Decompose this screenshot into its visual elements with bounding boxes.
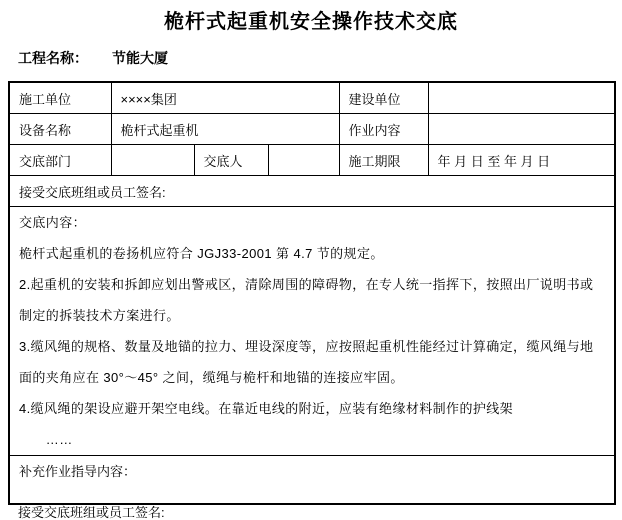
project-name-label: 工程名称： bbox=[18, 50, 88, 66]
clipped-next-row-label: 接受交底班组或员工签名: bbox=[18, 505, 165, 520]
disclosure-department-value bbox=[111, 145, 194, 176]
content-line: 桅杆式起重机的卷扬机应符合 JGJ33-2001 第 4.7 节的规定。 bbox=[19, 246, 384, 261]
supplement-row-label: 补充作业指导内容： bbox=[9, 456, 615, 505]
table-row bbox=[9, 176, 615, 207]
construction-unit-label: 施工单位 bbox=[9, 82, 111, 114]
table-row bbox=[9, 456, 615, 505]
equipment-name-label: 设备名称 bbox=[9, 114, 111, 145]
content-line: 制定的拆装技术方案进行。 bbox=[19, 308, 180, 323]
content-line: 2.起重机的安装和拆卸应划出警戒区，清除周围的障碍物，在专人统一指挥下，按照出厂说明书或 bbox=[19, 277, 594, 292]
table-row bbox=[9, 114, 615, 145]
discloser-value bbox=[268, 145, 339, 176]
content-line: 4.缆风绳的架设应避开架空电线。在靠近电线的附近，应装有绝缘材料制作的护线架 bbox=[19, 401, 514, 416]
disclosure-content-cell bbox=[9, 207, 615, 456]
construction-period-label: 施工期限 bbox=[339, 145, 428, 176]
table-row bbox=[9, 145, 615, 176]
work-content-label: 作业内容 bbox=[339, 114, 428, 145]
table-row bbox=[9, 82, 615, 114]
document-page bbox=[0, 5, 622, 520]
disclosure-department-label: 交底部门 bbox=[9, 145, 111, 176]
equipment-name-value: 桅杆式起重机 bbox=[111, 114, 339, 145]
content-line: …… bbox=[19, 432, 73, 447]
project-name-value: 节能大厦 bbox=[112, 50, 168, 66]
owner-unit-label: 建设单位 bbox=[339, 82, 428, 114]
discloser-label: 交底人 bbox=[194, 145, 268, 176]
construction-period-value: 年 月 日 至 年 月 日 bbox=[428, 145, 615, 176]
table-row bbox=[9, 207, 615, 456]
content-line: 面的夹角应在 30°～45° 之间，缆绳与桅杆和地锚的连接应牢固。 bbox=[19, 370, 404, 385]
content-line: 3.缆风绳的规格、数量及地锚的拉力、埋设深度等，应按照起重机性能经过计算确定，缆风绳与地 bbox=[19, 339, 594, 354]
document-title: 桅杆式起重机安全操作技术交底 bbox=[164, 11, 458, 33]
owner-unit-value bbox=[428, 82, 615, 114]
work-content-value bbox=[428, 114, 615, 145]
disclosure-form-table bbox=[8, 81, 616, 505]
content-line: 交底内容： bbox=[19, 215, 87, 230]
construction-unit-value: ××××集团 bbox=[111, 82, 339, 114]
project-name-line bbox=[18, 48, 622, 68]
signature-row-label: 接受交底班组或员工签名: bbox=[9, 176, 615, 207]
